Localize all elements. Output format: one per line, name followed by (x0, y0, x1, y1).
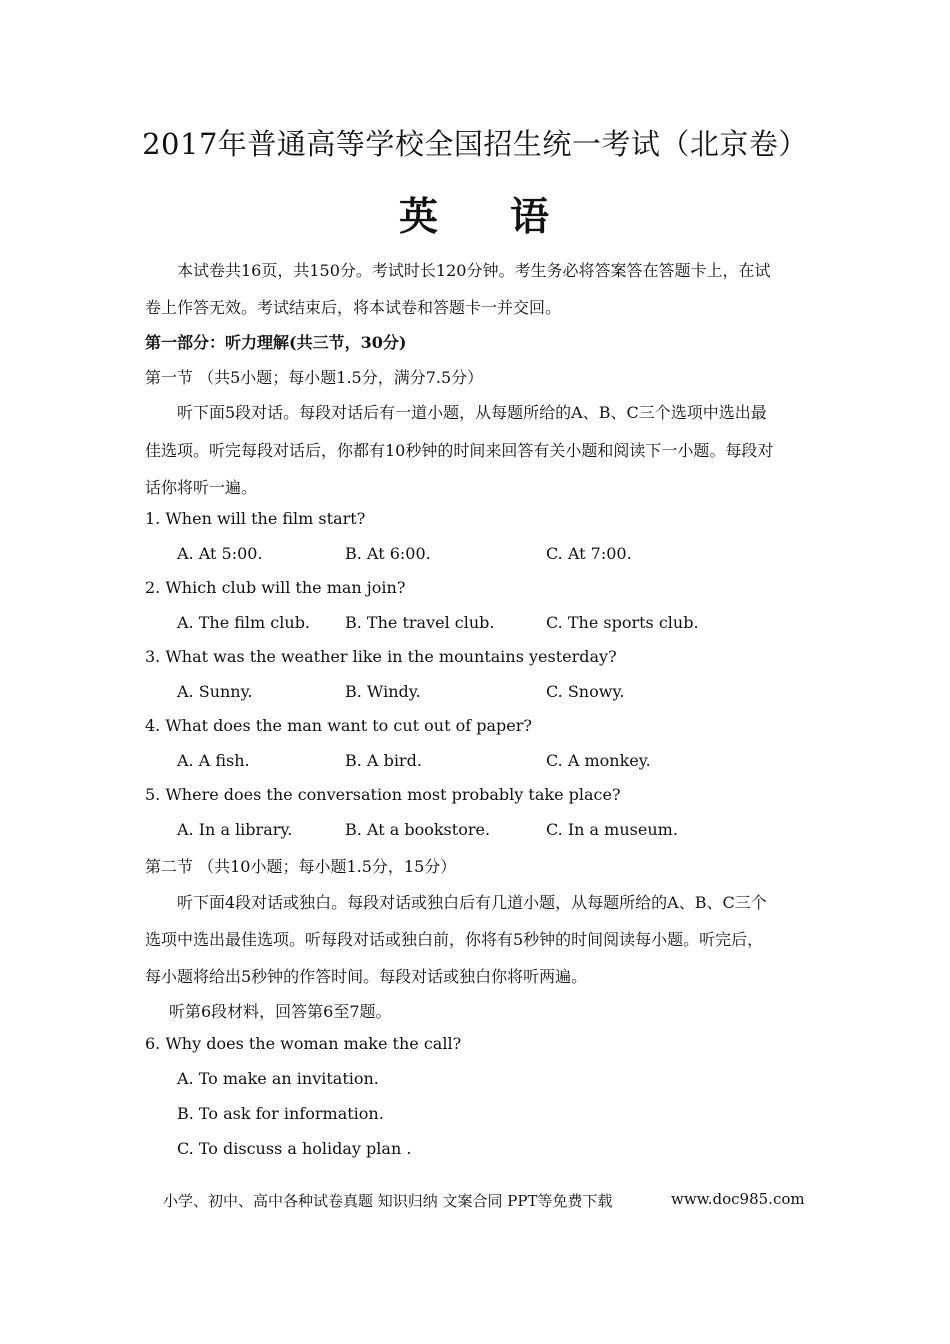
q2-option-a: A. The film club. (177, 613, 311, 632)
q4-option-c: C. A monkey. (546, 751, 651, 770)
q2-option-c: C. The sports club. (546, 613, 699, 632)
section1-instructions-2: 佳选项。听完每段对话后，你都有10秒钟的时间来回答有关小题和阅读下一小题。每段对 (145, 441, 774, 460)
subject-char-1: 英 (398, 194, 440, 240)
material-note: 听第6段材料，回答第6至7题。 (169, 1002, 392, 1021)
subject-heading (0, 186, 950, 242)
intro-line-1: 本试卷共16页，共150分。考试时长120分钟。考生务必将答案答在答题卡上，在试 (177, 261, 771, 280)
footer-text: 小学、初中、高中各种试卷真题 知识归纳 文案合同 PPT等免费下载 (163, 1192, 613, 1210)
q6-option-b: B. To ask for information. (177, 1104, 384, 1123)
section2-instructions-2: 选项中选出最佳选项。听每段对话或独白前，你将有5秒钟的时间阅读每小题。听完后， (145, 930, 764, 949)
q6-option-a: A. To make an invitation. (177, 1069, 379, 1088)
q4-option-b: B. A bird. (345, 751, 422, 770)
q5-option-c: C. In a museum. (546, 820, 678, 839)
question-4: 4. What does the man want to cut out of paper? (145, 716, 532, 735)
q4-option-a: A. A fish. (177, 751, 250, 770)
section2-instructions-3: 每小题将给出5秒钟的作答时间。每段对话或独白你将听两遍。 (145, 967, 588, 986)
q1-option-b: B. At 6:00. (345, 544, 431, 563)
section1-heading: 第一节 （共5小题；每小题1.5分，满分7.5分） (145, 368, 484, 387)
q1-option-c: C. At 7:00. (546, 544, 632, 563)
section1-instructions-3: 话你将听一遍。 (145, 478, 258, 497)
q3-option-c: C. Snowy. (546, 682, 625, 701)
section1-instructions-1: 听下面5段对话。每段对话后有一道小题，从每题所给的A、B、C三个选项中选出最 (177, 403, 767, 422)
footer-url[interactable]: www.doc985.com (671, 1190, 805, 1208)
subject-char-2: 语 (510, 194, 552, 240)
q5-option-a: A. In a library. (177, 820, 293, 839)
intro-line-2: 卷上作答无效。考试结束后，将本试卷和答题卡一并交回。 (145, 298, 562, 317)
section2-heading: 第二节 （共10小题；每小题1.5分，15分） (145, 857, 457, 876)
question-2: 2. Which club will the man join? (145, 578, 406, 597)
q3-option-b: B. Windy. (345, 682, 421, 701)
part1-heading: 第一部分：听力理解(共三节，30分) (145, 333, 407, 352)
q6-option-c: C. To discuss a holiday plan . (177, 1139, 412, 1158)
question-3: 3. What was the weather like in the mountains yesterday? (145, 647, 617, 666)
section2-instructions-1: 听下面4段对话或独白。每段对话或独白后有几道小题，从每题所给的A、B、C三个 (177, 893, 767, 912)
q2-option-b: B. The travel club. (345, 613, 495, 632)
question-6: 6. Why does the woman make the call? (145, 1034, 462, 1053)
page-footer (163, 1190, 805, 1211)
exam-title: 2017年普通高等学校全国招生统一考试（北京卷） (142, 127, 808, 161)
q1-option-a: A. At 5:00. (177, 544, 263, 563)
question-5: 5. Where does the conversation most probably take place? (145, 785, 621, 804)
q5-option-b: B. At a bookstore. (345, 820, 491, 839)
q3-option-a: A. Sunny. (177, 682, 253, 701)
question-1: 1. When will the film start? (145, 509, 366, 528)
